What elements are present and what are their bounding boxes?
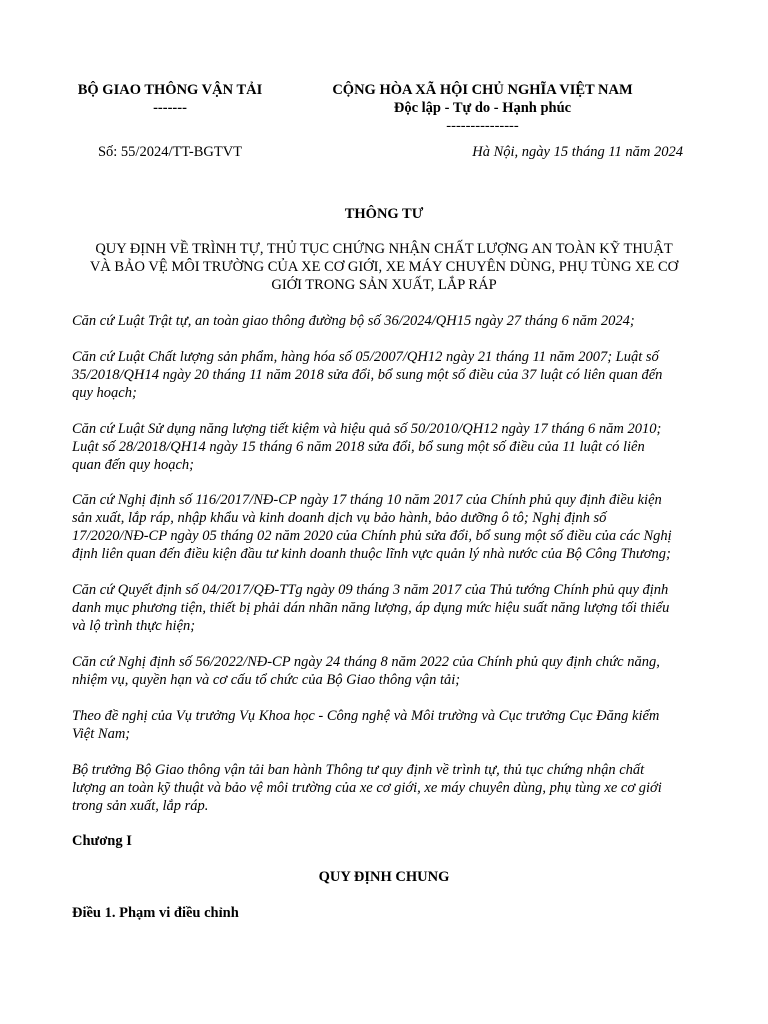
preamble-line: lượng an toàn kỹ thuật và bảo vệ môi trường của xe cơ giới, xe máy chuyên dùng, phụ tùng xe cơ giới bbox=[72, 780, 662, 796]
preamble-line: Căn cứ Luật Chất lượng sản phẩm, hàng hóa số 05/2007/QH12 ngày 21 tháng 11 năm 2007; Luật số bbox=[72, 349, 659, 365]
chapter-label: Chương I bbox=[72, 833, 132, 849]
preamble-line: quan đến quy hoạch; bbox=[72, 457, 195, 473]
national-motto: Độc lập - Tự do - Hạnh phúc bbox=[393, 100, 572, 116]
preamble-paragraph bbox=[72, 312, 698, 330]
document-title-line: VÀ BẢO VỆ MÔI TRƯỜNG CỦA XE CƠ GIỚI, XE MÁY CHUYÊN DÙNG, PHỤ TÙNG XE CƠ bbox=[89, 259, 679, 275]
national-motto-block bbox=[310, 81, 655, 135]
document-number: Số: 55/2024/TT-BGTVT bbox=[97, 144, 243, 160]
document-title-line: QUY ĐỊNH VỀ TRÌNH TỰ, THỦ TỤC CHỨNG NHẬN CHẤT LƯỢNG AN TOÀN KỸ THUẬT bbox=[95, 241, 673, 257]
preamble-line: danh mục phương tiện, thiết bị phải dán nhãn năng lượng, áp dụng mức hiệu suất năng lượng tối thiểu bbox=[72, 600, 670, 616]
preamble-paragraph bbox=[72, 491, 698, 563]
preamble-line: quy hoạch; bbox=[72, 385, 137, 401]
national-motto-separator: --------------- bbox=[446, 118, 519, 134]
preamble-line: Căn cứ Quyết định số 04/2017/QĐ-TTg ngày 09 tháng 3 năm 2017 của Thủ tướng Chính phủ quy định bbox=[72, 582, 669, 598]
preamble-line: trong sản xuất, lắp ráp. bbox=[72, 798, 209, 814]
preamble-line: Luật số 28/2018/QH14 ngày 15 tháng 6 năm 2018 sửa đổi, bổ sung một số điều của 11 luật có liên bbox=[72, 439, 645, 455]
preamble-line: Căn cứ Nghị định số 56/2022/NĐ-CP ngày 24 tháng 8 năm 2022 của Chính phủ quy định chức năng, bbox=[72, 654, 660, 670]
preamble-line: Căn cứ Nghị định số 116/2017/NĐ-CP ngày 17 tháng 10 năm 2017 của Chính phủ quy định điều kiện bbox=[72, 492, 662, 508]
preamble-paragraph bbox=[72, 348, 698, 402]
preamble-line: Việt Nam; bbox=[72, 726, 131, 742]
preamble-line: Theo đề nghị của Vụ trưởng Vụ Khoa học - Công nghệ và Môi trường và Cục trưởng Cục Đăng kiểm bbox=[72, 708, 660, 724]
issuing-agency-separator: ------- bbox=[153, 100, 187, 116]
preamble-line: 17/2020/NĐ-CP ngày 05 tháng 02 năm 2020 của Chính phủ sửa đổi, bổ sung một số điều của các Nghị bbox=[72, 528, 672, 544]
preamble-paragraph bbox=[72, 581, 698, 635]
preamble-line: định liên quan đến điều kiện đầu tư kinh doanh thuộc lĩnh vực quản lý nhà nước của Bộ Công Thương; bbox=[72, 546, 671, 562]
preamble-paragraph bbox=[72, 761, 698, 815]
document-type: THÔNG TƯ bbox=[344, 206, 424, 222]
national-title: CỘNG HÒA XÃ HỘI CHỦ NGHĨA VIỆT NAM bbox=[332, 82, 633, 98]
preamble-paragraph bbox=[72, 653, 698, 689]
preamble-line: sản xuất, lắp ráp, nhập khẩu và kinh doanh dịch vụ bảo hành, bảo dưỡng ô tô; Nghị định số bbox=[72, 510, 607, 526]
chapter-title: QUY ĐỊNH CHUNG bbox=[318, 869, 450, 885]
place-and-date: Hà Nội, ngày 15 tháng 11 năm 2024 bbox=[472, 144, 683, 160]
preamble-line: 35/2018/QH14 ngày 20 tháng 11 năm 2018 sửa đổi, bổ sung một số điều của 37 luật có liên quan đến bbox=[72, 367, 663, 383]
preamble-paragraph bbox=[72, 707, 698, 743]
article-heading: Điều 1. Phạm vi điều chỉnh bbox=[72, 905, 239, 921]
preamble-line: Căn cứ Luật Trật tự, an toàn giao thông đường bộ số 36/2024/QH15 ngày 27 tháng 6 năm 2024; bbox=[72, 313, 635, 329]
document-title-line: GIỚI TRONG SẢN XUẤT, LẮP RÁP bbox=[271, 277, 497, 293]
issuing-agency-block bbox=[60, 81, 280, 117]
document-title bbox=[70, 240, 698, 294]
preamble-line: nhiệm vụ, quyền hạn và cơ cấu tổ chức của Bộ Giao thông vận tải; bbox=[72, 672, 461, 688]
issuing-agency: BỘ GIAO THÔNG VẬN TẢI bbox=[77, 82, 263, 98]
preamble-line: Bộ trưởng Bộ Giao thông vận tải ban hành Thông tư quy định về trình tự, thủ tục chứng nhận chất bbox=[72, 762, 645, 778]
preamble-line: và lộ trình thực hiện; bbox=[72, 618, 196, 634]
preamble-line: Căn cứ Luật Sử dụng năng lượng tiết kiệm và hiệu quả số 50/2010/QH12 ngày 17 tháng 6 năm 2010; bbox=[72, 421, 662, 437]
preamble-paragraph bbox=[72, 420, 698, 474]
